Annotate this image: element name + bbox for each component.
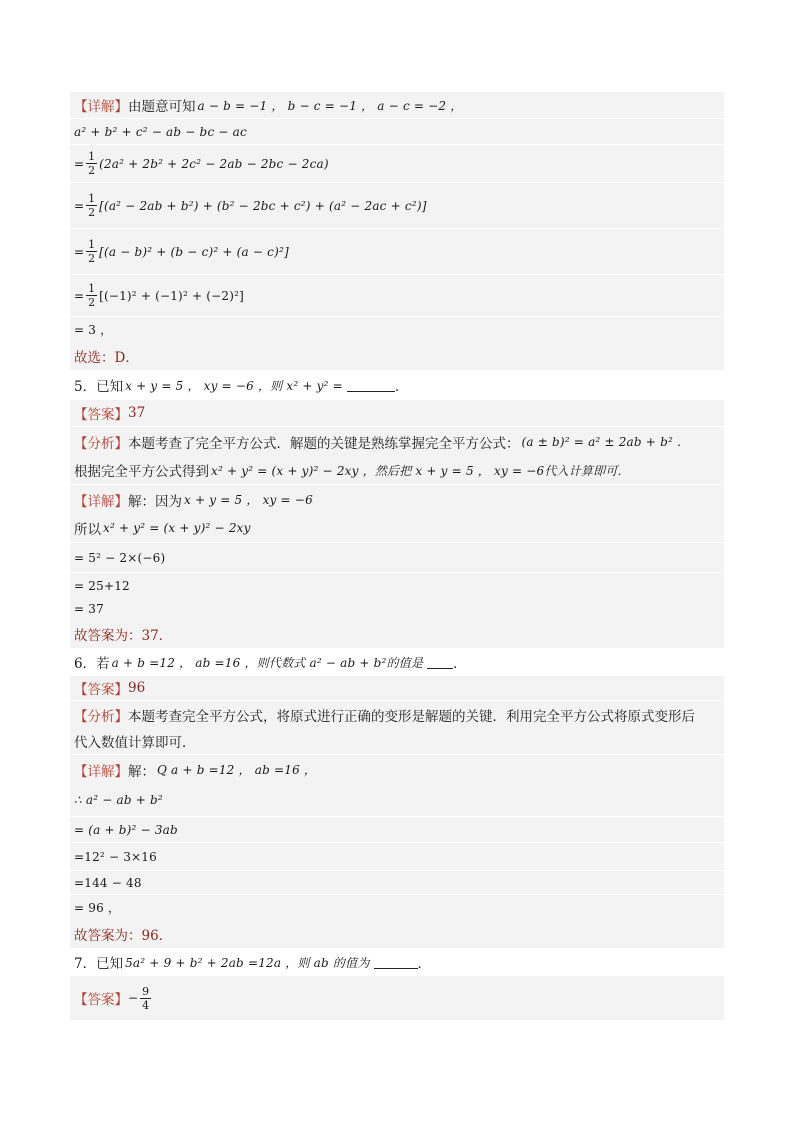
math-expression: ∴ a² − ab + b² (74, 793, 163, 807)
text-line (70, 400, 724, 426)
fraction-numerator: 9 (142, 984, 150, 998)
text-line (70, 228, 724, 274)
math-expression: [(a² − 2ab + b²) + (b² − 2bc + c²) + (a² − 2ac + c²)] (99, 198, 427, 213)
math-expression: Q a + b =12 ， ab =16 ， (157, 763, 317, 777)
fraction-denominator: 2 (88, 206, 96, 219)
fraction (140, 985, 151, 1012)
math-expression: 5a² + 9 + b² + 2ab =12a ，则 ab 的值为 (125, 955, 370, 970)
section-tag: 【详解】 (74, 763, 128, 780)
text-line (70, 870, 724, 894)
blank-trailing-punct: ． (394, 379, 409, 395)
text-line (70, 676, 724, 700)
fraction-numerator: 1 (88, 192, 96, 205)
fraction-prefix: = (74, 156, 85, 171)
fraction-prefix: = (74, 244, 85, 259)
math-expression: = 37 (74, 602, 104, 616)
line-text: 6．若 (74, 656, 110, 672)
text-line (70, 316, 724, 342)
text-line (70, 728, 724, 754)
line-text: 96 (128, 680, 146, 696)
fraction-prefix: = (74, 288, 85, 303)
text-line (70, 370, 724, 400)
line-text: 故选：D． (74, 350, 139, 366)
line-text: 解：因为 (128, 493, 182, 510)
text-line (70, 620, 724, 648)
fraction (86, 238, 97, 265)
text-line (70, 456, 724, 484)
math-expression: x + y = 5 ， xy = −6 ，则 x² + y² = (125, 378, 343, 393)
text-line (70, 816, 724, 842)
line-text: 故答案为：37． (74, 628, 173, 644)
line-text: 解： (128, 763, 155, 780)
fraction-numerator: 1 (88, 150, 96, 163)
line-text: 本题考查完全平方公式，将原式进行正确的变形是解题的关键．利用完全平方公式将原式变形后 (128, 708, 695, 725)
section-tag: 【答案】 (74, 992, 128, 1008)
math-expression: (a ± b)² = a² ± 2ab + b² ． (521, 435, 690, 449)
fraction (86, 192, 97, 219)
fraction-denominator: 2 (88, 296, 96, 309)
blank-trailing-punct: ． (417, 956, 432, 972)
text-line (70, 598, 724, 620)
math-expression: [(−1)² + (−1)² + (−2)²] (99, 288, 244, 303)
answer-blank (427, 656, 453, 669)
fraction (86, 150, 97, 177)
text-line (70, 342, 724, 370)
text-line (70, 976, 724, 1020)
section-tag: 【分析】 (74, 435, 128, 452)
answer-blank (347, 379, 395, 392)
math-expression: = 5² − 2×(−6) (74, 550, 166, 565)
text-line (70, 92, 724, 118)
text-line (70, 754, 724, 784)
math-expression: =12² − 3×16 (74, 849, 157, 864)
math-expression: = 96 ， (74, 901, 121, 915)
line-text: 本题考查了完全平方公式．解题的关键是熟练掌握完全平方公式： (128, 435, 520, 452)
math-expression: a + b =12 ， ab =16 ，则代数式 a² − ab + b²的值是 (111, 655, 424, 670)
text-line (70, 572, 724, 598)
math-expression: [(a − b)² + (b − c)² + (a − c)²] (99, 244, 289, 259)
text-line (70, 118, 724, 144)
worked-solutions-page (70, 92, 724, 1020)
math-expression: = 3 ， (74, 323, 113, 337)
text-line (70, 514, 724, 542)
math-expression: =144 − 48 (74, 875, 142, 890)
text-line (70, 542, 724, 572)
text-line (70, 274, 724, 316)
answer-blank (374, 956, 418, 969)
fraction-prefix: − (128, 991, 139, 1005)
line-text: 5．已知 (74, 379, 124, 395)
text-line (70, 894, 724, 920)
fraction-denominator: 2 (88, 252, 96, 265)
section-tag: 【答案】 (74, 407, 128, 423)
section-tag: 【分析】 (74, 708, 128, 725)
section-tag: 【详解】 (74, 99, 128, 115)
fraction-numerator: 1 (88, 282, 96, 295)
fraction-denominator: 4 (142, 998, 150, 1012)
fraction-denominator: 2 (88, 164, 96, 177)
math-expression: (2a² + 2b² + 2c² − 2ab − 2bc − 2ca) (99, 156, 329, 171)
math-expression: x² + y² = (x + y)² − 2xy ，然后把 x + y = 5 ， xy = −6代入计算即可． (211, 463, 630, 478)
math-expression: = 25+12 (74, 578, 130, 593)
text-line (70, 484, 724, 514)
text-line (70, 920, 724, 948)
text-line (70, 700, 724, 728)
text-line (70, 144, 724, 182)
text-line (70, 948, 724, 976)
fraction-numerator: 1 (88, 238, 96, 251)
fraction-prefix: = (74, 198, 85, 213)
math-expression: a − b = −1 ， b − c = −1 ， a − c = −2 ， (197, 98, 463, 113)
text-line (70, 784, 724, 816)
text-line (70, 648, 724, 676)
blank-trailing-punct: ． (453, 656, 467, 672)
text-line (70, 426, 724, 456)
line-text: 故答案为：96． (74, 928, 173, 944)
line-text: 根据完全平方公式得到 (74, 464, 209, 480)
text-line (70, 182, 724, 228)
line-text: 37 (128, 405, 146, 421)
math-expression: x² + y² = (x + y)² − 2xy (103, 521, 251, 535)
fraction (86, 282, 97, 309)
text-line (70, 842, 724, 870)
math-expression: a² + b² + c² − ab − bc − ac (74, 124, 247, 139)
section-tag: 【答案】 (74, 682, 128, 698)
math-expression: x + y = 5 ， xy = −6 (184, 493, 313, 507)
math-expression: = (a + b)² − 3ab (74, 822, 178, 837)
line-text: 代入数值计算即可． (74, 735, 196, 751)
line-text: 由题意可知 (128, 99, 196, 115)
line-text: 7．已知 (74, 956, 124, 972)
line-text: 所以 (74, 522, 101, 538)
section-tag: 【详解】 (74, 493, 128, 510)
